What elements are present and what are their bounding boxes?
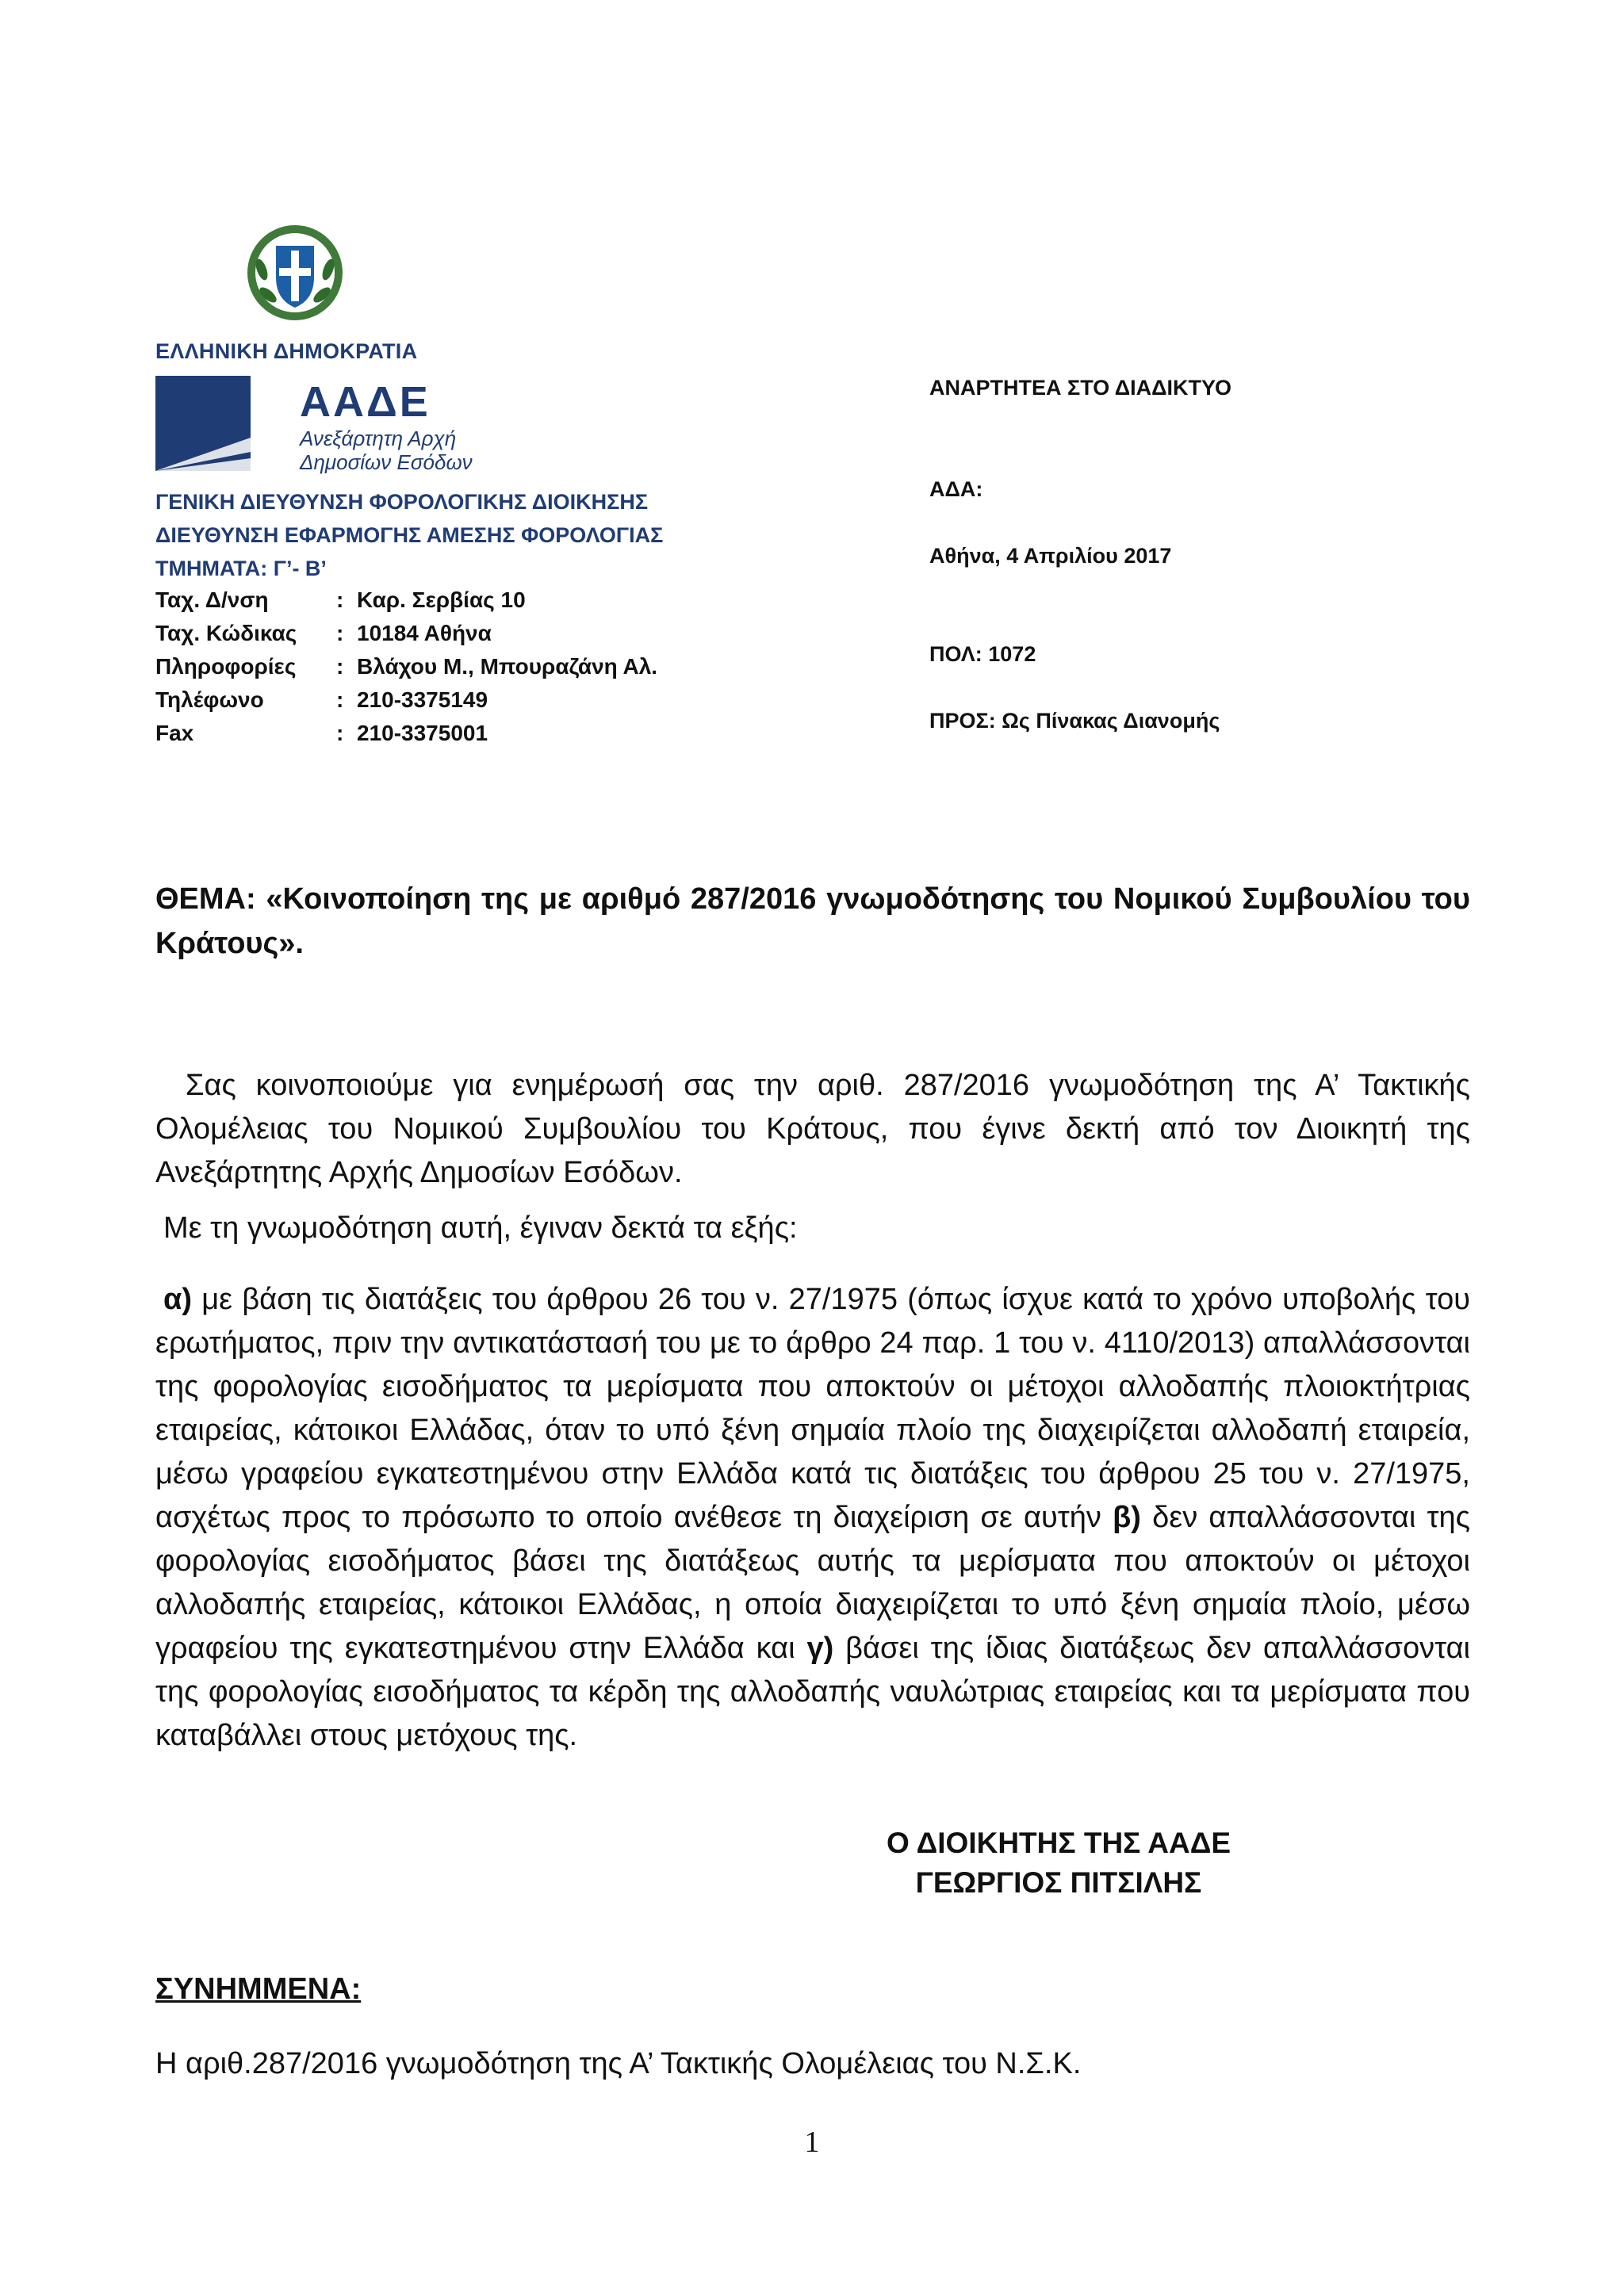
contact-block (155, 584, 657, 750)
point-text-a: με βάση τις διατάξεις του άρθρου 26 του ν. 27/1975 (όπως ίσχυε κατά το χρόνο υποβολής του ερωτήματος, πριν την αντικατάστασή του με το άρθρο 24 παρ. 1 του ν. 4110/2013) απαλλάσσονται της φορολογίας εισοδήματος τα μερίσματα που αποκτούν οι μέτοχοι αλλοδαπής πλοιοκτήτριας εταιρείας, κάτοικοι Ελλάδας, όταν το υπό ξένη σημαία πλοίο της διαχειρίζεται αλλοδαπή εταιρεία, μέσω γραφείου εγκατεστημένου στην Ελλάδα κατά τις διατάξεις του άρθρου 25 του ν. 27/1975, ασχέτως προς το πρόσωπο το οποίο ανέθεσε τη διαχείριση σε αυτήν (155, 1283, 1470, 1534)
signature-title: Ο ΔΙΟΙΚΗΤΗΣ ΤΗΣ ΑΑΔΕ (886, 1827, 1231, 1859)
directorates-block (155, 485, 663, 585)
directorate: ΔΙΕΥΘΥΝΣΗ ΕΦΑΡΜΟΓΗΣ ΑΜΕΣΗΣ ΦΟΡΟΛΟΓΙΑΣ (155, 523, 664, 547)
contact-row-address (155, 584, 657, 617)
ada-label: ΑΔΑ: (929, 477, 983, 501)
attachments-heading: ΣΥΝΗΜΜΕΝΑ: (155, 1973, 362, 2006)
subject-line (155, 877, 1470, 966)
page-number: 1 (804, 2126, 820, 2159)
contact-label: Πληροφορίες (155, 654, 297, 679)
contact-label: Ταχ. Δ/νση (155, 587, 269, 612)
subject-text: «Κοινοποίηση της με αριθμό 287/2016 γνωμοδότησης του Νομικού Συμβουλίου του Κράτους». (155, 882, 1470, 960)
greek-coat-of-arms-emblem (244, 222, 346, 323)
republic-title: ΕΛΛΗΝΙΚΗ ΔΗΜΟΚΡΑΤΙΑ (155, 339, 418, 363)
contact-value: 10184 Αθήνα (357, 621, 492, 645)
aade-logo-mark (155, 376, 251, 471)
signature-name: ΓΕΩΡΓΙΟΣ ΠΙΤΣΙΛΗΣ (915, 1866, 1202, 1899)
contact-value: 210-3375149 (357, 687, 488, 712)
contact-separator: : (336, 654, 344, 679)
body-paragraph-intro: Σας κοινοποιούμε για ενημέρωσή σας την αριθ. 287/2016 γνωμοδότηση της Α’ Τακτικής Ολομέλειας του Νομικού Συμβουλίου του Κράτους, που έγινε δεκτή από τον Διοικητή της Ανεξάρτητης Αρχής Δημοσίων Εσόδων. (155, 1069, 1470, 1189)
point-text-b: δεν απαλλάσσονται της φορολογίας εισοδήματος βάσει της διατάξεως αυτής τα μερίσματα που αποκτούν οι μέτοχοι αλλοδαπής εταιρείας, κάτοικοι Ελλάδας, η οποία διαχειρίζεται το υπό ξένη σημαία πλοίο, μέσω γραφείου της εγκατεστημένου στην Ελλάδα και (155, 1501, 1470, 1665)
subject-prefix: ΘΕΜΑ: (155, 882, 256, 916)
body-paragraph-points (155, 1278, 1470, 1758)
contact-row-postcode (155, 617, 657, 650)
contact-row-phone (155, 683, 657, 717)
contact-label: Ταχ. Κώδικας (155, 621, 297, 645)
contact-separator: : (336, 621, 344, 645)
point-marker-a: α) (163, 1283, 193, 1316)
point-text-c: βάσει της ίδιας διατάξεως δεν απαλλάσσονται της φορολογίας εισοδήματος τα κέρδη της αλλοδαπής ναυλώτριας εταιρείας και τα μερίσματα που καταβάλλει στους μετόχους της. (155, 1632, 1470, 1752)
aade-subtitle-line1: Ανεξάρτητη Αρχή (300, 427, 457, 450)
contact-value: Καρ. Σερβίας 10 (357, 587, 526, 612)
contact-label: Fax (155, 721, 194, 745)
recipients: ΠΡΟΣ: Ως Πίνακας Διανομής (929, 709, 1220, 733)
contact-value: Βλάχου Μ., Μπουραζάνη Αλ. (357, 654, 658, 679)
contact-separator: : (336, 721, 344, 745)
body-paragraph-accepted: Με τη γνωμοδότηση αυτή, έγιναν δεκτά τα εξής: (163, 1211, 798, 1245)
departments: ΤΜΗΜΑΤΑ: Γ’- Β’ (155, 557, 327, 580)
contact-row-info (155, 650, 657, 683)
document-date: Αθήνα, 4 Απριλίου 2017 (929, 544, 1172, 568)
aade-logo (155, 376, 520, 479)
attachment-item: Η αριθ.287/2016 γνωμοδότηση της Α’ Τακτικής Ολομέλειας του Ν.Σ.Κ. (155, 2047, 1082, 2080)
contact-value: 210-3375001 (357, 721, 488, 745)
pol-number: ΠΟΛ: 1072 (929, 642, 1036, 666)
point-marker-c: γ) (806, 1632, 834, 1665)
point-marker-b: β) (1113, 1501, 1141, 1534)
publish-online-note: ΑΝΑΡΤΗΤΕΑ ΣΤΟ ΔΙΑΔΙΚΤΥΟ (929, 376, 1231, 400)
signature-block (793, 1823, 1324, 1903)
aade-acronym: ΑΑΔΕ (300, 378, 431, 426)
aade-subtitle-line2: Δημοσίων Εσόδων (300, 450, 473, 474)
contact-separator: : (336, 687, 344, 712)
general-directorate: ΓΕΝΙΚΗ ΔΙΕΥΘΥΝΣΗ ΦΟΡΟΛΟΓΙΚΗΣ ΔΙΟΙΚΗΣΗΣ (155, 490, 649, 514)
contact-row-fax (155, 717, 657, 750)
contact-separator: : (336, 587, 344, 612)
contact-label: Τηλέφωνο (155, 687, 264, 712)
